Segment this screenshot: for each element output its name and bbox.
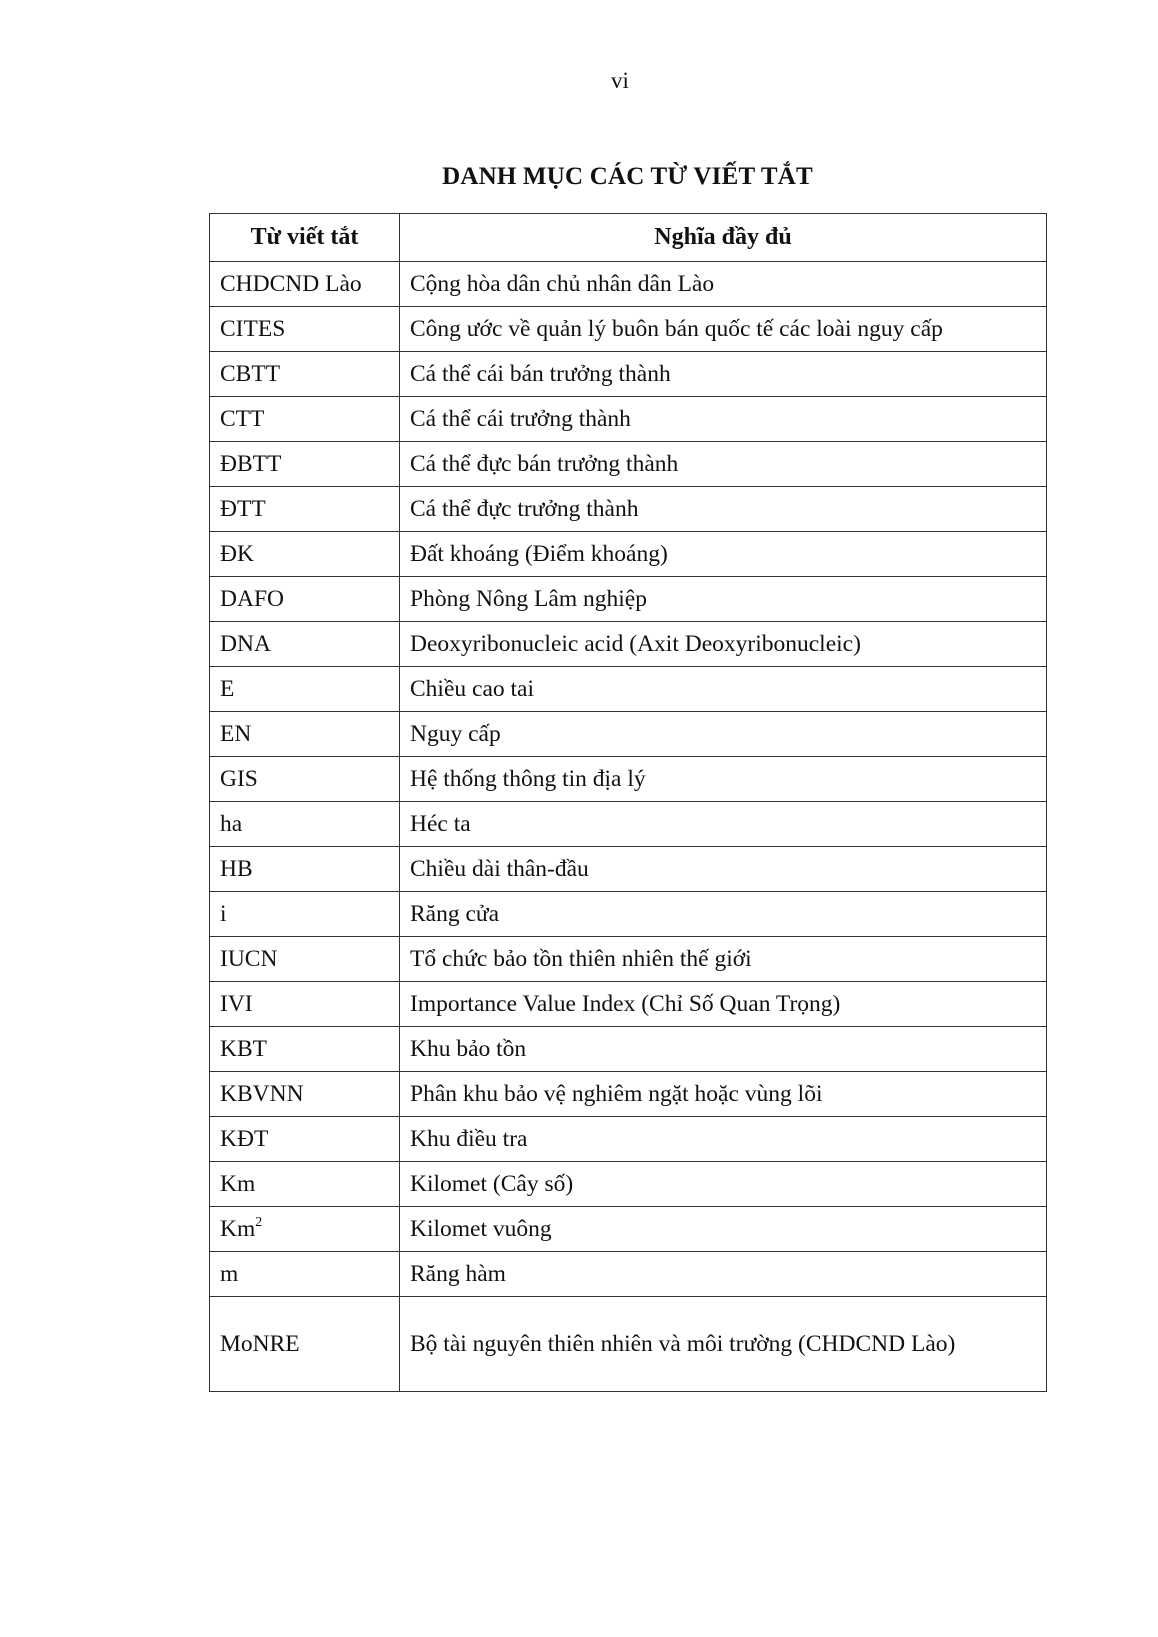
table-row: [210, 532, 1047, 577]
table-header-row: [210, 214, 1047, 262]
abbreviation-table: [209, 213, 1047, 1392]
meaning-cell: Nguy cấp: [400, 712, 1047, 757]
abbreviation-cell: EN: [210, 712, 400, 757]
abbreviation-cell: ĐK: [210, 532, 400, 577]
meaning-cell: Đất khoáng (Điểm khoáng): [400, 532, 1047, 577]
abbreviation-cell: GIS: [210, 757, 400, 802]
meaning-cell: Phòng Nông Lâm nghiệp: [400, 577, 1047, 622]
table-row: [210, 667, 1047, 712]
table-row: [210, 487, 1047, 532]
table-row: [210, 802, 1047, 847]
table-row: [210, 307, 1047, 352]
abbreviation-cell: DNA: [210, 622, 400, 667]
meaning-cell: Héc ta: [400, 802, 1047, 847]
abbreviation-cell: ĐTT: [210, 487, 400, 532]
table-row: [210, 892, 1047, 937]
table-row: [210, 1117, 1047, 1162]
abbreviation-cell: IUCN: [210, 937, 400, 982]
table-row: [210, 622, 1047, 667]
abbreviation-cell: m: [210, 1252, 400, 1297]
table-row: [210, 1162, 1047, 1207]
abbreviation-cell: KBT: [210, 1027, 400, 1072]
meaning-cell: Cá thể đực bán trưởng thành: [400, 442, 1047, 487]
abbreviation-cell: E: [210, 667, 400, 712]
table-row: [210, 1207, 1047, 1252]
abbreviation-cell: Km: [210, 1162, 400, 1207]
meaning-cell: Chiều dài thân-đầu: [400, 847, 1047, 892]
abbreviation-cell: i: [210, 892, 400, 937]
table-row: [210, 442, 1047, 487]
meaning-cell: Công ước về quản lý buôn bán quốc tế các loài nguy cấp: [400, 307, 1047, 352]
table-row: [210, 1027, 1047, 1072]
table-row: [210, 757, 1047, 802]
meaning-cell: Bộ tài nguyên thiên nhiên và môi trường (CHDCND Lào): [400, 1297, 1047, 1392]
meaning-cell: Phân khu bảo vệ nghiêm ngặt hoặc vùng lõi: [400, 1072, 1047, 1117]
table-row: [210, 397, 1047, 442]
abbreviation-cell: KBVNN: [210, 1072, 400, 1117]
page-title: DANH MỤC CÁC TỪ VIẾT TẮT: [442, 163, 813, 190]
meaning-cell: Cá thể đực trưởng thành: [400, 487, 1047, 532]
meaning-cell: Khu điều tra: [400, 1117, 1047, 1162]
meaning-cell: Hệ thống thông tin địa lý: [400, 757, 1047, 802]
meaning-cell: Răng cửa: [400, 892, 1047, 937]
abbreviation-cell: KĐT: [210, 1117, 400, 1162]
page-number: vi: [611, 68, 629, 93]
column-header-meaning: Nghĩa đầy đủ: [400, 214, 1047, 262]
column-header-abbreviation: Từ viết tắt: [210, 214, 400, 262]
meaning-cell: Cộng hòa dân chủ nhân dân Lào: [400, 262, 1047, 307]
superscript-exponent: 2: [255, 1215, 263, 1230]
abbreviation-cell: ĐBTT: [210, 442, 400, 487]
abbreviation-cell: CHDCND Lào: [210, 262, 400, 307]
table-row: [210, 577, 1047, 622]
meaning-cell: Kilomet vuông: [400, 1207, 1047, 1252]
abbreviation-cell: MoNRE: [210, 1297, 400, 1392]
table-row: [210, 262, 1047, 307]
abbreviation-cell: IVI: [210, 982, 400, 1027]
abbreviation-cell: DAFO: [210, 577, 400, 622]
table-row: [210, 1297, 1047, 1392]
meaning-cell: Cá thể cái trưởng thành: [400, 397, 1047, 442]
abbreviation-cell: ha: [210, 802, 400, 847]
meaning-cell: Importance Value Index (Chỉ Số Quan Trọng): [400, 982, 1047, 1027]
abbreviation-cell: CITES: [210, 307, 400, 352]
table-row: [210, 712, 1047, 757]
meaning-cell: Chiều cao tai: [400, 667, 1047, 712]
table-row: [210, 937, 1047, 982]
meaning-cell: Răng hàm: [400, 1252, 1047, 1297]
meaning-cell: Tổ chức bảo tồn thiên nhiên thế giới: [400, 937, 1047, 982]
abbreviation-cell: CBTT: [210, 352, 400, 397]
meaning-cell: Kilomet (Cây số): [400, 1162, 1047, 1207]
abbreviation-cell: HB: [210, 847, 400, 892]
table-row: [210, 1072, 1047, 1117]
meaning-cell: Deoxyribonucleic acid (Axit Deoxyribonucleic): [400, 622, 1047, 667]
abbreviation-cell: [210, 1207, 400, 1252]
table-row: [210, 982, 1047, 1027]
table-row: [210, 847, 1047, 892]
abbreviation-cell: CTT: [210, 397, 400, 442]
meaning-cell: Khu bảo tồn: [400, 1027, 1047, 1072]
meaning-cell: Cá thể cái bán trưởng thành: [400, 352, 1047, 397]
abbreviation-text: Km: [220, 1216, 256, 1242]
table-row: [210, 352, 1047, 397]
table-row: [210, 1252, 1047, 1297]
